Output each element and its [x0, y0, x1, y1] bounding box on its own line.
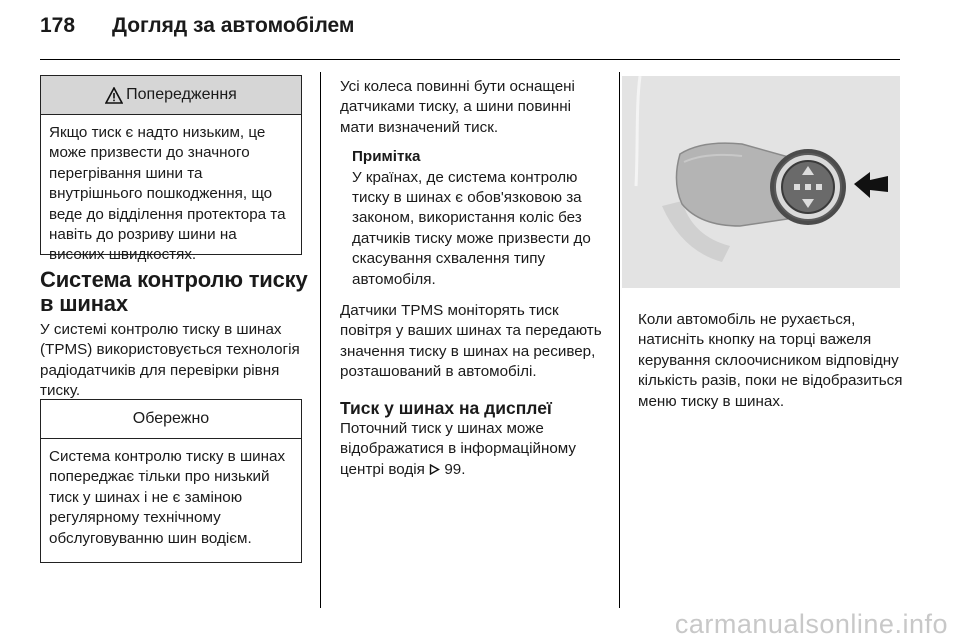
warning-box-text: Якщо тиск є надто низьким, це може призвести до значного перегрівання шини та внутрішнього пошкодження, що веде до відділення протектора та навіть до розриву шини на високих швидкостях.	[49, 124, 286, 264]
stalk-button-illustration	[622, 76, 900, 288]
caution-box-text: Система контролю тиску в шинах попереджає тільки про низький тиск у шинах і не є заміною регулярному технічному обслуговуванню шин водієм.	[49, 448, 286, 547]
column-divider-left	[320, 72, 321, 608]
page-number: 178	[40, 14, 76, 37]
column-divider-right	[619, 72, 620, 608]
middle-column	[340, 77, 608, 480]
display-info-text: Поточний тиск у шинах може відображатися в інформаційному центрі водія	[340, 419, 577, 478]
warning-triangle-icon	[105, 87, 123, 104]
note-text: У країнах, де система контролю тиску в шинах є обов'язковою за законом, використання коліс без датчиків тиску може призвести до скасування схвалення типу автомобіля.	[352, 168, 591, 288]
warning-box	[40, 75, 302, 264]
note-block	[340, 147, 608, 290]
figure-caption: Коли автомобіль не рухається, натисніть кнопку на торці важеля керування склоочисником відповідну кількість разів, поки не відобразиться меню тиску в шинах.	[638, 311, 903, 410]
caution-box	[40, 399, 302, 563]
page-reference-arrow-icon	[429, 464, 440, 475]
page-title: Догляд за автомобілем	[112, 14, 355, 37]
section-heading-tpms: Система контролю тиску в шинах	[40, 267, 308, 316]
page-reference: 99.	[444, 460, 466, 478]
note-title: Примітка	[352, 148, 421, 166]
subheading-tyre-pressure-display: Тиск у шинах на дисплеї	[340, 397, 552, 418]
watermark: carmanualsonline.info	[674, 609, 948, 639]
tpms-intro	[40, 320, 310, 402]
stalk-illustration-svg	[622, 76, 900, 288]
paragraph-sensors-required: Усі колеса повинні бути оснащені датчиками тиску, а шини повинні мати визначений тиск.	[340, 78, 575, 136]
caution-box-header	[41, 400, 301, 439]
right-column	[638, 310, 904, 412]
warning-box-header	[41, 76, 301, 115]
paragraph-display-info	[340, 419, 608, 480]
tpms-intro-text: У системі контролю тиску в шинах (TPMS) використовується технологія радіодатчиків для перевірки рівня тиску.	[40, 321, 300, 400]
caution-box-title: Обережно	[132, 410, 210, 427]
header-divider	[40, 59, 900, 60]
paragraph-tpms-sensors: Датчики TPMS моніторять тиск повітря у ваших шинах та передають значення тиску в шинах на ресивер, розташований в автомобілі.	[340, 302, 602, 381]
warning-box-title: Попередження	[126, 86, 237, 103]
